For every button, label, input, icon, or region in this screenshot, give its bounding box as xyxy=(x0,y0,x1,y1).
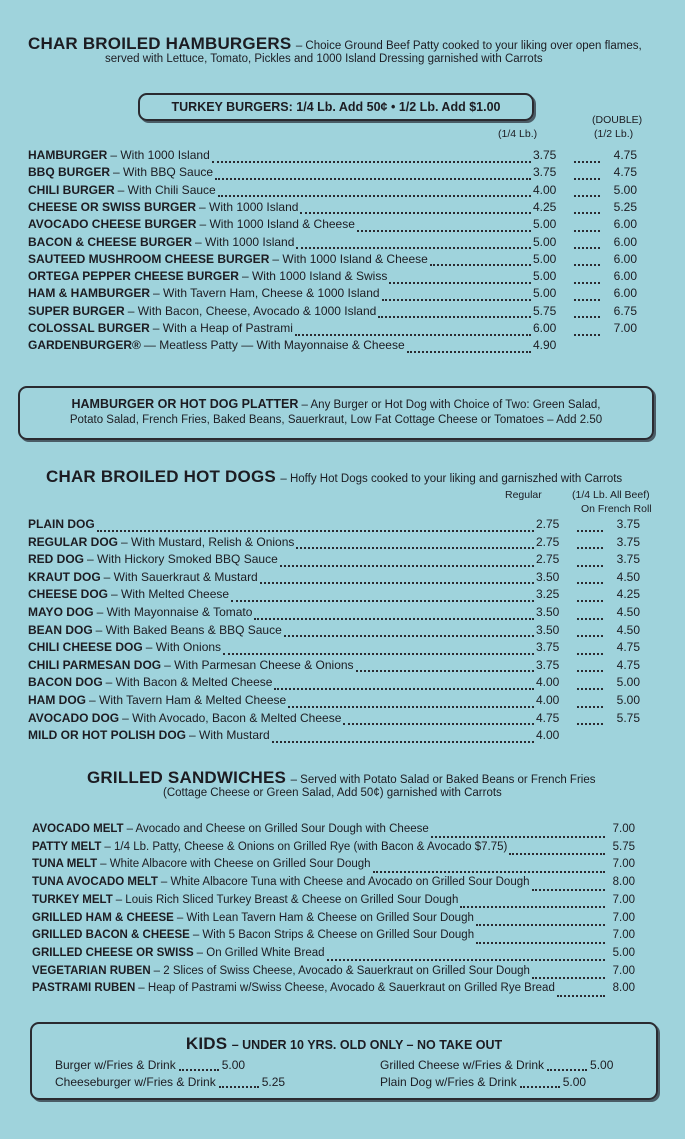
leader-dots xyxy=(431,826,605,838)
item-price: 5.00 xyxy=(612,946,635,959)
item-name: GRILLED CHEESE OR SWISS xyxy=(32,946,194,959)
burger-col2-header-line1: (DOUBLE) xyxy=(592,114,643,126)
item-name: SAUTEED MUSHROOM CHEESE BURGER xyxy=(28,251,270,266)
leader-dots xyxy=(577,643,603,655)
price-double: 4.50 xyxy=(616,605,640,619)
item-name: KRAUT DOG xyxy=(28,569,101,584)
platter-line2: Potato Salad, French Fries, Baked Beans, Sauerkraut, Low Fat Cottage Cheese or Tomatoes – Add 2.50 xyxy=(69,414,603,426)
sandwiches-title: GRILLED SANDWICHES xyxy=(87,768,287,787)
item-name: MAYO DOG xyxy=(28,605,94,619)
item-desc: – Heap of Pastrami w/Swiss Cheese, Avocado & Sauerkraut on Grilled Rye Bread xyxy=(138,982,555,995)
hotdogs-row xyxy=(28,517,640,534)
leader-dots xyxy=(577,660,603,672)
item-desc: – With 1000 Island & Cheese xyxy=(272,251,428,266)
leader-dots xyxy=(577,555,603,567)
item-name: HAM DOG xyxy=(28,693,86,707)
leader-dots xyxy=(327,949,605,961)
hotdogs-row xyxy=(28,658,640,675)
hotdog-col2-header-line2: On French Roll xyxy=(581,503,652,515)
hamburgers-row xyxy=(28,183,637,200)
item-name: CHILI BURGER xyxy=(28,182,115,197)
platter-line1 xyxy=(20,397,652,411)
item-name: TUNA AVOCADO MELT xyxy=(32,876,158,889)
sandwiches-desc-line1: – Served with Potato Salad or Baked Beans or French Fries xyxy=(290,774,596,786)
item-name: GRILLED HAM & CHEESE xyxy=(32,911,174,924)
price-double: 4.75 xyxy=(613,148,637,162)
item-desc: – With 1000 Island & Swiss xyxy=(241,269,388,284)
hamburgers-row xyxy=(28,269,637,286)
hamburgers-row xyxy=(28,235,637,252)
item-name: SUPER BURGER xyxy=(28,303,125,318)
item-desc: – 2 Slices of Swiss Cheese, Avocado & Sauerkraut on Grilled Sour Dough xyxy=(153,964,530,977)
item-name: CHILI CHEESE DOG xyxy=(28,640,143,655)
leader-dots xyxy=(476,914,605,926)
item-desc: – With Mayonnaise & Tomato xyxy=(96,605,253,619)
kids-item-name: Grilled Cheese w/Fries & Drink xyxy=(380,1058,545,1072)
price-double: 6.00 xyxy=(613,217,637,232)
leader-dots xyxy=(343,713,534,725)
sandwiches-desc-line2: (Cottage Cheese or Green Salad, Add 50¢) garnished with Carrots xyxy=(163,787,502,799)
leader-dots xyxy=(574,168,600,180)
hotdogs-row xyxy=(28,711,640,728)
price-double: 5.00 xyxy=(616,693,640,707)
hotdogs-header xyxy=(46,467,622,487)
item-desc: – Avocado and Cheese on Grilled Sour Dough with Cheese xyxy=(126,823,429,835)
leader-dots xyxy=(179,1060,219,1071)
price-double: 6.00 xyxy=(613,286,637,301)
sandwich-row xyxy=(32,841,635,858)
hotdogs-row xyxy=(28,675,640,692)
item-desc: – With 1000 Island xyxy=(110,148,210,162)
sandwich-row xyxy=(32,982,635,999)
item-desc: – With 1000 Island xyxy=(199,199,299,214)
kids-item xyxy=(55,1058,245,1072)
item-desc: – With Baked Beans & BBQ Sauce xyxy=(95,622,282,637)
price-single: 2.75 xyxy=(536,517,560,531)
hotdogs-row xyxy=(28,552,640,569)
item-desc: – With Chili Sauce xyxy=(117,182,216,197)
leader-dots xyxy=(215,168,531,180)
price-single: 4.25 xyxy=(533,199,557,214)
price-single: 5.75 xyxy=(533,303,557,318)
price-single: 3.25 xyxy=(536,587,560,602)
item-desc: – With 1000 Island xyxy=(195,234,295,249)
hamburgers-row xyxy=(28,148,637,165)
item-desc: – With a Heap of Pastrami xyxy=(152,321,293,335)
item-price: 8.00 xyxy=(612,876,635,889)
kids-title: KIDS xyxy=(185,1034,228,1053)
leader-dots xyxy=(274,678,534,690)
leader-dots xyxy=(407,341,531,353)
kids-item-price: 5.25 xyxy=(261,1075,286,1089)
item-desc: – With Tavern Ham, Cheese & 1000 Island xyxy=(153,286,380,301)
leader-dots xyxy=(219,1077,259,1088)
item-desc: – With BBQ Sauce xyxy=(113,165,214,180)
item-desc: — Meatless Patty — With Mayonnaise & Cheese xyxy=(143,338,405,353)
hotdog-col2-header-line1: (1/4 Lb. All Beef) xyxy=(572,489,650,501)
leader-dots xyxy=(231,590,534,602)
price-double: 6.75 xyxy=(613,303,637,318)
item-name: HAMBURGER xyxy=(28,148,108,162)
price-single: 5.00 xyxy=(533,217,557,232)
leader-dots xyxy=(574,272,600,284)
leader-dots xyxy=(254,608,534,620)
item-name: CHEESE DOG xyxy=(28,587,109,602)
item-desc: – With Hickory Smoked BBQ Sauce xyxy=(87,552,278,567)
price-double: 4.50 xyxy=(616,569,640,584)
hamburgers-row xyxy=(28,304,637,321)
sandwich-row xyxy=(32,929,635,946)
hamburgers-row xyxy=(28,200,637,217)
item-desc: – White Albacore Tuna with Cheese and Avocado on Grilled Sour Dough xyxy=(160,876,530,889)
hotdogs-desc: – Hoffy Hot Dogs cooked to your liking and garniszhed with Carrots xyxy=(280,473,623,485)
kids-item-price: 5.00 xyxy=(221,1058,246,1072)
item-name: COLOSSAL BURGER xyxy=(28,321,150,335)
item-name: TURKEY MELT xyxy=(32,893,113,906)
item-name: BBQ BURGER xyxy=(28,165,111,180)
leader-dots xyxy=(284,625,534,637)
kids-item-name: Burger w/Fries & Drink xyxy=(55,1058,176,1072)
platter-line1-rest: – Any Burger or Hot Dog with Choice of Two: Green Salad, xyxy=(301,399,601,411)
leader-dots xyxy=(574,324,600,336)
price-single: 4.00 xyxy=(536,693,560,707)
leader-dots xyxy=(218,185,531,197)
leader-dots xyxy=(378,306,531,318)
leader-dots xyxy=(97,520,534,532)
hotdogs-row xyxy=(28,623,640,640)
kids-subtitle: – UNDER 10 YRS. OLD ONLY – NO TAKE OUT xyxy=(231,1038,503,1052)
price-double: 5.00 xyxy=(613,182,637,197)
leader-dots xyxy=(557,985,605,997)
leader-dots xyxy=(296,537,534,549)
hamburgers-row xyxy=(28,165,637,182)
item-name: CHILI PARMESAN DOG xyxy=(28,657,162,672)
burger-col2-header-line2: (1/2 Lb.) xyxy=(594,128,634,140)
kids-item xyxy=(380,1058,613,1072)
leader-dots xyxy=(577,608,603,620)
turkey-burgers-text: TURKEY BURGERS: 1/4 Lb. Add 50¢ • 1/2 Lb. Add $1.00 xyxy=(171,100,501,114)
item-desc: – With Parmesan Cheese & Onions xyxy=(164,657,354,672)
item-name: PASTRAMI RUBEN xyxy=(32,982,136,995)
price-double: 3.75 xyxy=(616,517,640,531)
price-double: 4.75 xyxy=(616,657,640,672)
leader-dots xyxy=(460,896,605,908)
leader-dots xyxy=(577,572,603,584)
hamburgers-desc-line2: served with Lettuce, Tomato, Pickles and 1000 Island Dressing garnished with Carrots xyxy=(105,53,543,65)
item-desc: – With Lean Tavern Ham & Cheese on Grilled Sour Dough xyxy=(176,911,474,924)
price-single: 5.00 xyxy=(533,251,557,266)
item-name: HAM & HAMBURGER xyxy=(28,286,150,301)
leader-dots xyxy=(373,861,605,873)
kids-item xyxy=(55,1075,285,1089)
price-double: 3.75 xyxy=(616,552,640,567)
item-name: BEAN DOG xyxy=(28,622,93,637)
kids-item-price: 5.00 xyxy=(590,1058,614,1072)
price-double: 6.00 xyxy=(613,269,637,284)
hamburgers-desc-line1: – Choice Ground Beef Patty cooked to your liking over open flames, xyxy=(295,40,642,52)
item-name: AVOCADO CHEESE BURGER xyxy=(28,217,197,232)
item-name: RED DOG xyxy=(28,552,85,567)
price-double: 4.25 xyxy=(616,587,640,602)
burger-col1-header: (1/4 Lb.) xyxy=(498,128,538,140)
hotdogs-row xyxy=(28,535,640,552)
hotdogs-row xyxy=(28,587,640,604)
item-desc: – With Avocado, Bacon & Melted Cheese xyxy=(122,710,342,725)
leader-dots xyxy=(577,590,603,602)
hotdogs-row xyxy=(28,693,640,710)
leader-dots xyxy=(288,696,534,708)
price-single: 3.75 xyxy=(536,657,560,672)
price-single: 2.75 xyxy=(536,534,560,549)
price-single: 5.00 xyxy=(533,269,557,284)
kids-item-name: Plain Dog w/Fries & Drink xyxy=(380,1075,517,1089)
hotdogs-row xyxy=(28,640,640,657)
kids-header xyxy=(32,1034,656,1054)
item-desc: – With Onions xyxy=(145,640,222,655)
item-desc: – With Melted Cheese xyxy=(111,587,230,602)
item-desc: – With 5 Bacon Strips & Cheese on Grilled Sour Dough xyxy=(192,929,475,942)
hamburgers-row xyxy=(28,217,637,234)
item-desc: – On Grilled White Bread xyxy=(196,946,325,959)
leader-dots xyxy=(296,237,531,249)
hotdog-col1-header: Regular xyxy=(505,489,542,501)
hamburgers-row xyxy=(28,286,637,303)
leader-dots xyxy=(280,555,534,567)
leader-dots xyxy=(574,289,600,301)
sandwich-row xyxy=(32,894,635,911)
sandwiches-header xyxy=(87,768,595,788)
price-double: 4.50 xyxy=(616,622,640,637)
leader-dots xyxy=(223,643,534,655)
item-price: 5.75 xyxy=(612,840,635,853)
price-single: 4.00 xyxy=(536,728,560,743)
kids-item-name: Cheeseburger w/Fries & Drink xyxy=(55,1075,216,1089)
item-price: 8.00 xyxy=(612,982,635,995)
leader-dots xyxy=(574,254,600,266)
leader-dots xyxy=(574,306,600,318)
item-desc: – With 1000 Island & Cheese xyxy=(199,217,355,232)
leader-dots xyxy=(532,879,605,891)
turkey-burgers-box xyxy=(138,93,534,121)
sandwich-row xyxy=(32,965,635,982)
price-double: 5.25 xyxy=(613,199,637,214)
leader-dots xyxy=(295,324,531,336)
item-name: PLAIN DOG xyxy=(28,517,95,531)
price-single: 5.00 xyxy=(533,234,557,249)
item-name: PATTY MELT xyxy=(32,840,102,853)
price-single: 3.50 xyxy=(536,605,560,619)
price-double: 4.75 xyxy=(616,640,640,655)
hotdogs-title: CHAR BROILED HOT DOGS xyxy=(46,467,276,486)
hotdogs-row xyxy=(28,605,640,622)
price-single: 2.75 xyxy=(536,552,560,567)
price-double: 6.00 xyxy=(613,251,637,266)
sandwich-row xyxy=(32,823,635,840)
item-desc: – 1/4 Lb. Patty, Cheese & Onions on Grilled Rye (with Bacon & Avocado $7.75) xyxy=(104,840,508,853)
item-price: 7.00 xyxy=(612,858,635,871)
leader-dots xyxy=(300,202,531,214)
leader-dots xyxy=(547,1060,587,1071)
price-single: 5.00 xyxy=(533,286,557,301)
price-double: 3.75 xyxy=(616,534,640,549)
item-desc: – With Bacon, Cheese, Avocado & 1000 Island xyxy=(127,303,377,318)
hotdogs-row xyxy=(28,570,640,587)
item-price: 7.00 xyxy=(612,893,635,906)
hamburgers-title: CHAR BROILED HAMBURGERS xyxy=(28,34,292,53)
leader-dots xyxy=(532,967,605,979)
kids-item-price: 5.00 xyxy=(562,1075,587,1089)
platter-title: HAMBURGER OR HOT DOG PLATTER xyxy=(71,397,299,411)
price-single: 4.00 xyxy=(536,675,560,690)
item-name: VEGETARIAN RUBEN xyxy=(32,964,151,977)
leader-dots xyxy=(577,678,603,690)
item-name: GRILLED BACON & CHEESE xyxy=(32,929,190,942)
kids-item xyxy=(380,1075,586,1089)
leader-dots xyxy=(272,731,534,743)
item-desc: – Louis Rich Sliced Turkey Breast & Cheese on Grilled Sour Dough xyxy=(115,893,459,906)
leader-dots xyxy=(260,572,534,584)
hamburgers-row xyxy=(28,252,637,269)
item-name: REGULAR DOG xyxy=(28,534,118,549)
leader-dots xyxy=(574,202,600,214)
price-single: 3.75 xyxy=(536,640,560,655)
price-single: 3.75 xyxy=(533,165,557,180)
price-single: 4.75 xyxy=(536,710,560,725)
item-price: 7.00 xyxy=(612,964,635,977)
sandwich-row xyxy=(32,947,635,964)
leader-dots xyxy=(212,151,531,163)
leader-dots xyxy=(577,537,603,549)
leader-dots xyxy=(577,520,603,532)
item-name: CHEESE OR SWISS BURGER xyxy=(28,199,197,214)
item-name: MILD OR HOT POLISH DOG xyxy=(28,728,186,743)
item-name: AVOCADO DOG xyxy=(28,710,120,725)
price-single: 4.00 xyxy=(533,182,557,197)
leader-dots xyxy=(357,220,531,232)
item-price: 7.00 xyxy=(612,929,635,942)
leader-dots xyxy=(382,289,531,301)
item-name: BACON & CHEESE BURGER xyxy=(28,234,193,249)
leader-dots xyxy=(574,237,600,249)
item-name: ORTEGA PEPPER CHEESE BURGER xyxy=(28,269,239,284)
item-desc: – White Albacore with Cheese on Grilled Sour Dough xyxy=(100,858,371,871)
item-price: 7.00 xyxy=(612,911,635,924)
item-desc: – With Tavern Ham & Melted Cheese xyxy=(89,693,287,707)
price-single: 4.90 xyxy=(533,338,557,353)
item-name: GARDENBURGER® xyxy=(28,338,141,353)
price-double: 5.00 xyxy=(616,675,640,690)
sandwich-row xyxy=(32,876,635,893)
price-double: 5.75 xyxy=(616,710,640,725)
leader-dots xyxy=(574,151,600,163)
item-name: AVOCADO MELT xyxy=(32,823,124,835)
item-name: TUNA MELT xyxy=(32,858,98,871)
item-price: 7.00 xyxy=(612,823,635,835)
price-single: 3.50 xyxy=(536,569,560,584)
price-single: 6.00 xyxy=(533,321,557,335)
leader-dots xyxy=(574,220,600,232)
hamburgers-row xyxy=(28,338,637,355)
item-desc: – With Mustard xyxy=(189,728,270,743)
item-desc: – With Sauerkraut & Mustard xyxy=(103,569,258,584)
leader-dots xyxy=(574,185,600,197)
sandwich-row xyxy=(32,858,635,875)
leader-dots xyxy=(509,843,605,855)
leader-dots xyxy=(476,932,605,944)
price-single: 3.50 xyxy=(536,622,560,637)
price-double: 6.00 xyxy=(613,234,637,249)
hotdogs-row xyxy=(28,728,640,745)
leader-dots xyxy=(577,696,603,708)
item-desc: – With Mustard, Relish & Onions xyxy=(121,534,295,549)
sandwich-row xyxy=(32,912,635,929)
price-double: 4.75 xyxy=(613,165,637,180)
price-single: 3.75 xyxy=(533,148,557,162)
leader-dots xyxy=(430,254,531,266)
hamburgers-row xyxy=(28,321,637,338)
price-double: 7.00 xyxy=(613,321,637,335)
hamburgers-header xyxy=(28,34,642,54)
leader-dots xyxy=(577,625,603,637)
item-name: BACON DOG xyxy=(28,675,103,690)
platter-box xyxy=(18,386,654,440)
leader-dots xyxy=(520,1077,560,1088)
leader-dots xyxy=(389,272,531,284)
leader-dots xyxy=(577,713,603,725)
item-desc: – With Bacon & Melted Cheese xyxy=(105,675,273,690)
leader-dots xyxy=(356,660,534,672)
